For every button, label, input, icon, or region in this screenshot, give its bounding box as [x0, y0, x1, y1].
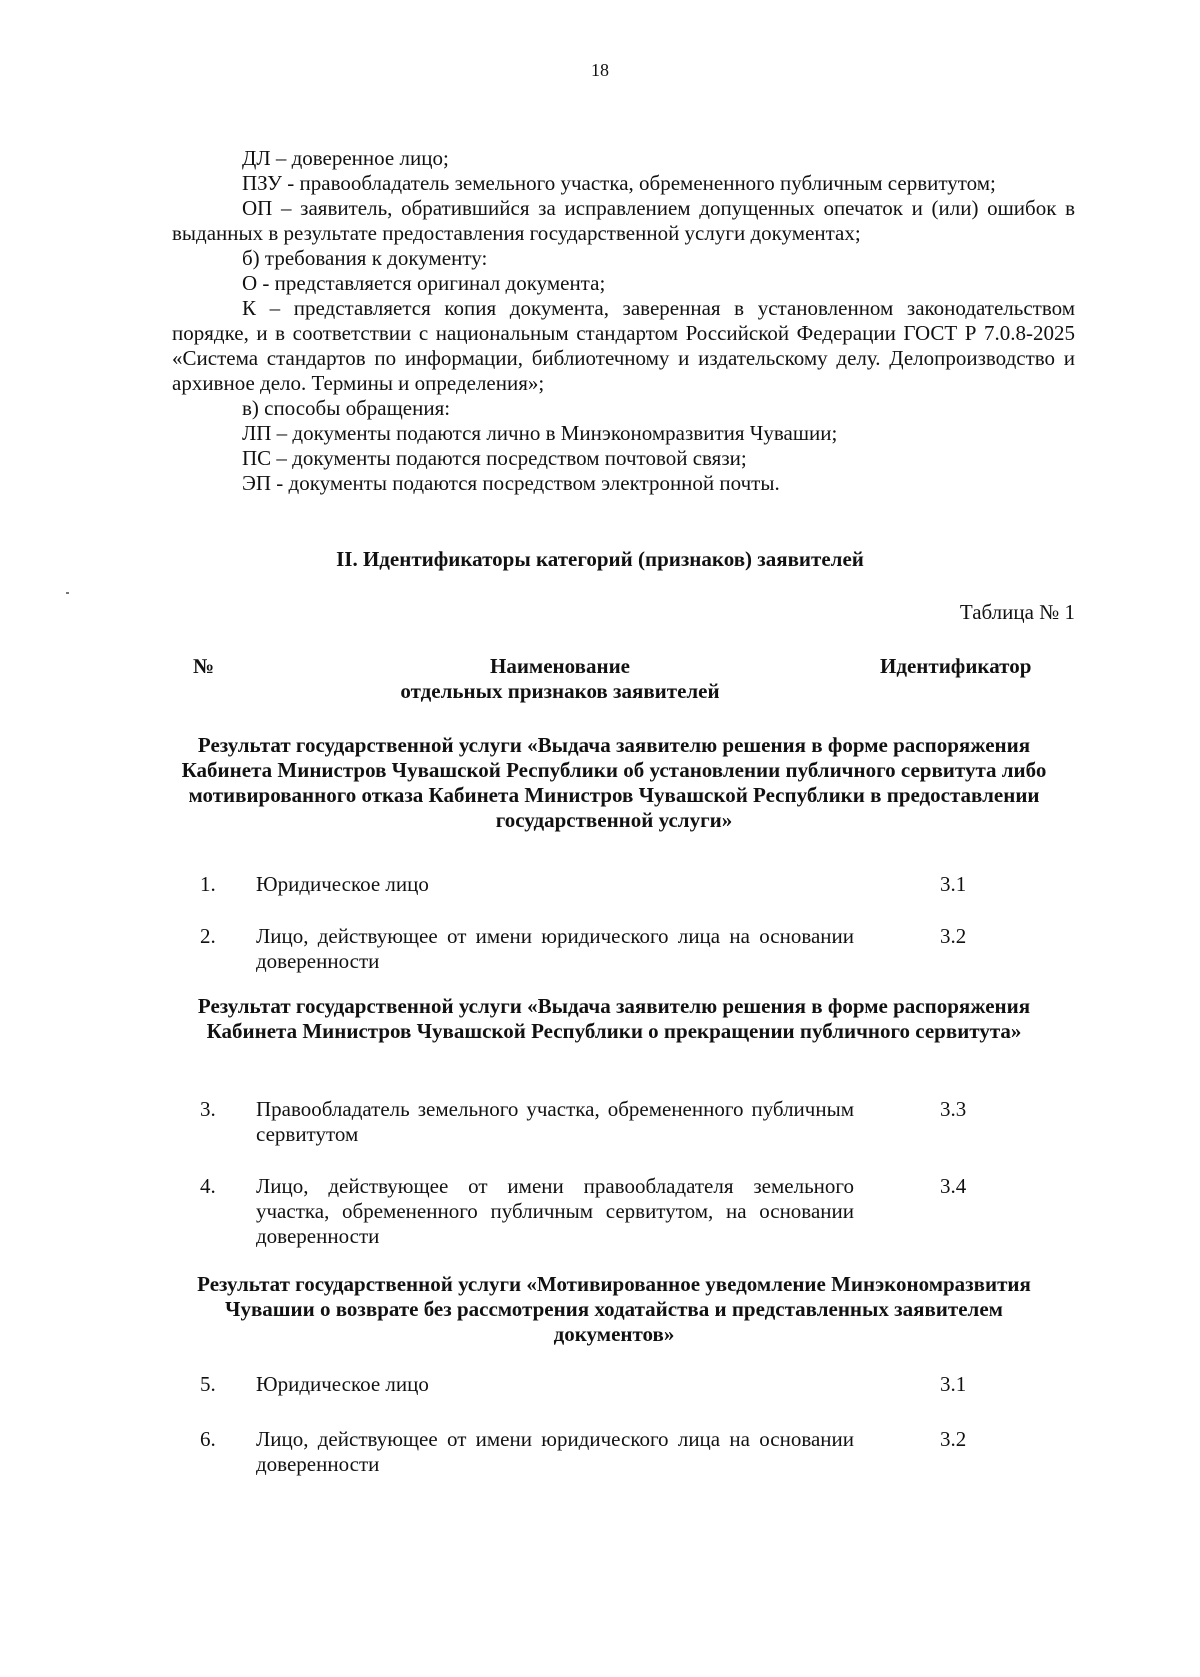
section-heading: II. Идентификаторы категорий (признаков) заявителей	[336, 547, 864, 571]
row-identifier: 3.4	[940, 1174, 967, 1198]
abbr-lp: ЛП – документы подаются лично в Минэкономразвития Чувашии;	[242, 421, 838, 445]
row-label: Лицо, действующее от имени юридического лица на основании доверенности	[256, 1427, 854, 1476]
header-id: Идентификатор	[880, 654, 1032, 678]
row-number: 5.	[200, 1372, 216, 1396]
table-caption: Таблица № 1	[959, 600, 1075, 624]
abbr-op: ОП – заявитель, обратившийся за исправлением допущенных опечаток и (или) ошибок в выданных в результате предоставления государственной услуги документах;	[172, 196, 1075, 245]
group-title: Результат государственной услуги «Выдача заявителю решения в форме распоряжения Кабинета Министров Чувашской Республики о прекращении публичного сервитута»	[197, 994, 1031, 1043]
abbr-dl: ДЛ – доверенное лицо;	[242, 146, 449, 170]
row-identifier: 3.1	[940, 1372, 967, 1396]
submission-methods-heading: в) способы обращения:	[242, 396, 451, 420]
row-number: 3.	[200, 1097, 216, 1121]
abbr-ep: ЭП - документы подаются посредством электронной почты.	[242, 471, 780, 495]
row-label: Юридическое лицо	[256, 1372, 429, 1396]
row-number: 2.	[200, 924, 216, 948]
group-title: Результат государственной услуги «Выдача заявителю решения в форме распоряжения Кабинета Министров Чувашской Республики об установлении публичного сервитута либо мотивированного отказа Кабинета Министров Чувашской Республики в предоставлении государственной услуги»	[181, 733, 1047, 832]
scan-mark	[66, 592, 69, 594]
table-row	[0, 872, 1200, 897]
abbreviations-list	[172, 146, 1075, 496]
row-identifier: 3.2	[940, 1427, 967, 1451]
row-number: 4.	[200, 1174, 216, 1198]
row-identifier: 3.2	[940, 924, 967, 948]
header-num: №	[193, 654, 215, 678]
page-number: 18	[591, 60, 609, 80]
abbr-o: О - представляется оригинал документа;	[242, 271, 606, 295]
abbr-k: К – представляется копия документа, заверенная в установленном законодательством порядке, и в соответствии с национальным стандартом Российской Федерации ГОСТ Р 7.0.8-2025 «Система стандартов по информации, библиотечному и издательскому делу. Делопроизводство и архивное дело. Термины и определения»;	[172, 296, 1075, 395]
doc-requirements-heading: б) требования к документу:	[242, 246, 488, 270]
table-row	[0, 1372, 1200, 1397]
header-name-line2: отдельных признаков заявителей	[400, 679, 720, 703]
header-name-line1: Наименование	[490, 654, 630, 678]
row-identifier: 3.1	[940, 872, 967, 896]
row-identifier: 3.3	[940, 1097, 967, 1121]
row-number: 1.	[200, 872, 216, 896]
table-row	[0, 1174, 1200, 1249]
row-number: 6.	[200, 1427, 216, 1451]
row-label: Лицо, действующее от имени правообладателя земельного участка, обремененного публичным сервитутом, на основании доверенности	[256, 1174, 854, 1248]
table-row	[0, 1427, 1200, 1477]
table-row	[0, 1097, 1200, 1147]
row-label: Лицо, действующее от имени юридического лица на основании доверенности	[256, 924, 854, 973]
header-name	[340, 654, 780, 704]
row-label: Правообладатель земельного участка, обремененного публичным сервитутом	[256, 1097, 854, 1146]
abbr-ps: ПС – документы подаются посредством почтовой связи;	[242, 446, 747, 470]
table-row	[0, 924, 1200, 974]
group-title: Результат государственной услуги «Мотивированное уведомление Минэкономразвития Чувашии о возврате без рассмотрения ходатайства и представленных заявителем документов»	[197, 1272, 1031, 1346]
abbr-pzu: ПЗУ - правообладатель земельного участка, обремененного публичным сервитутом;	[242, 171, 996, 195]
row-label: Юридическое лицо	[256, 872, 429, 896]
